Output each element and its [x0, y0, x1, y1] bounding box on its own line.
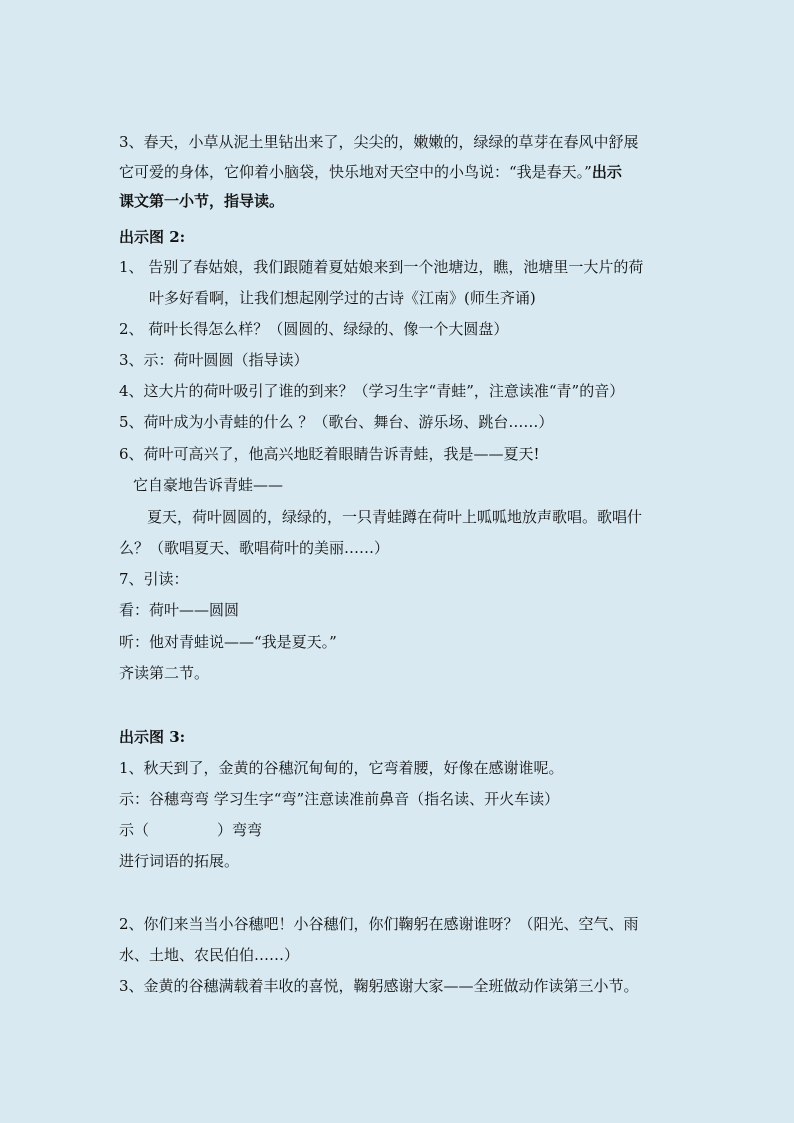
- paragraph-spring-line1: 3、春天，小草从泥土里钻出来了，尖尖的，嫩嫩的，绿绿的草芽在春风中舒展: [119, 133, 639, 151]
- list-item: 进行词语的拓展。: [119, 852, 240, 870]
- list-item: 7、引读：: [119, 570, 189, 588]
- section-heading-figure3: 出示图 3:: [119, 728, 186, 746]
- list-item: 听：他对青蛙说——“我是夏天。”: [119, 633, 337, 651]
- fill-in-blank-left: 示（: [119, 821, 150, 839]
- list-item: 示：谷穗弯弯 学习生字“弯”注意读准前鼻音（指名读、开火车读）: [119, 790, 560, 808]
- paragraph-spring-line2-bold: 出示: [591, 163, 622, 181]
- list-item: 1、 告别了春姑娘，我们跟随着夏姑娘来到一个池塘边，瞧，池塘里一大片的荷: [119, 258, 644, 276]
- list-item: 水、土地、农民伯伯……）: [119, 946, 300, 964]
- paragraph-spring-line2-text: 它可爱的身体，它仰着小脑袋，快乐地对天空中的小鸟说：“我是春天。”: [119, 163, 592, 181]
- list-item: 夏天，荷叶圆圆的，绿绿的，一只青蛙蹲在荷叶上呱呱地放声歌唱。歌唱什: [147, 508, 643, 526]
- list-item: 么？（歌唱夏天、歌唱荷叶的美丽……）: [119, 539, 390, 557]
- list-item: 齐读第二节。: [119, 664, 210, 682]
- paragraph-spring-line2: [119, 162, 622, 182]
- list-item: 它自豪地告诉青蛙——: [133, 476, 284, 494]
- paragraph-spring-line3: 课文第一小节，指导读。: [119, 192, 285, 210]
- list-item: 叶多好看啊，让我们想起刚学过的古诗《江南》(师生齐诵): [149, 289, 536, 307]
- fill-in-blank-right: ）弯弯: [217, 821, 263, 839]
- list-item: 3、示：荷叶圆圆（指导读）: [119, 351, 309, 369]
- fill-in-blank-line: [119, 820, 262, 840]
- section-heading-figure2: 出示图 2:: [119, 228, 186, 246]
- list-item: 6、荷叶可高兴了，他高兴地眨着眼睛告诉青蛙，我是——夏天!: [119, 445, 540, 463]
- list-item: 1、秋天到了，金黄的谷穗沉甸甸的，它弯着腰，好像在感谢谁呢。: [119, 759, 564, 777]
- list-item: 3、金黄的谷穗满载着丰收的喜悦，鞠躬感谢大家——全班做动作读第三小节。: [119, 977, 639, 995]
- list-item: 2、 荷叶长得怎么样？（圆圆的、绿绿的、像一个大圆盘）: [119, 320, 509, 338]
- list-item: 2、你们来当当小谷穗吧！小谷穗们，你们鞠躬在感谢谁呀？（阳光、空气、雨: [119, 915, 639, 933]
- list-item: 4、这大片的荷叶吸引了谁的到来？（学习生字“青蛙”，注意读准“青”的音）: [119, 382, 625, 400]
- list-item: 看：荷叶——圆圆: [119, 601, 240, 619]
- list-item: 5、荷叶成为小青蛙的什么 ？（歌台、舞台、游乐场、跳台……）: [119, 413, 554, 431]
